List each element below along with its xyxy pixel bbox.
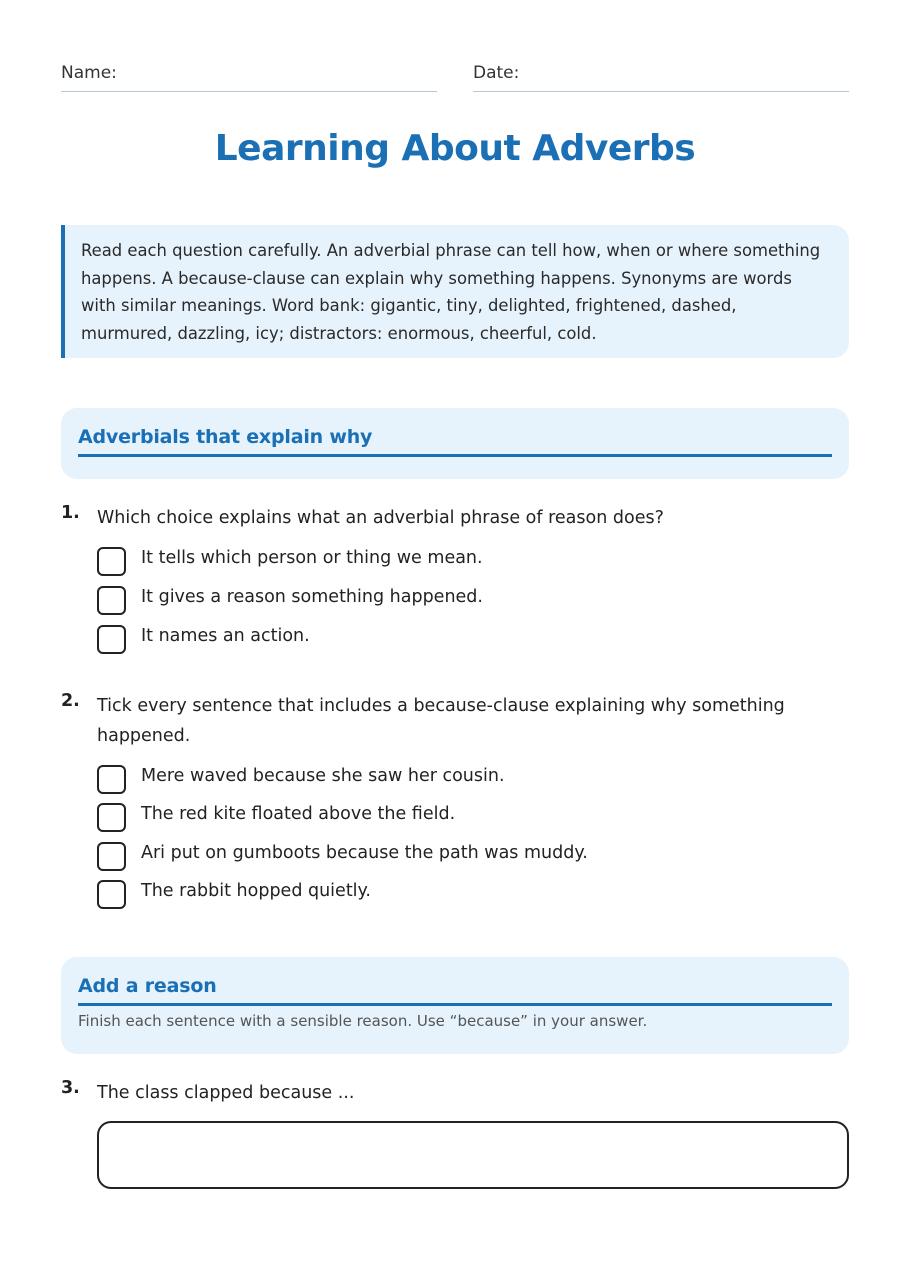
option-label: The rabbit hopped quietly.: [141, 881, 371, 901]
checkbox[interactable]: [97, 547, 126, 576]
checkbox[interactable]: [97, 880, 126, 909]
answer-box[interactable]: [97, 1121, 849, 1189]
option-label: Mere waved because she saw her cousin.: [141, 766, 505, 786]
option-label: It gives a reason something happened.: [141, 587, 483, 607]
option-label: It names an action.: [141, 626, 310, 646]
question-text: Which choice explains what an adverbial phrase of reason does?: [97, 508, 664, 528]
question-text: The class clapped because ...: [97, 1083, 355, 1103]
page-title: Learning About Adverbs: [214, 128, 696, 169]
question-number: 2.: [61, 691, 80, 711]
checkbox[interactable]: [97, 842, 126, 871]
option-label: Ari put on gumboots because the path was muddy.: [141, 843, 588, 863]
date-label: Date:: [473, 63, 520, 83]
option-label: It tells which person or thing we mean.: [141, 548, 483, 568]
question-number: 1.: [61, 503, 80, 523]
date-field[interactable]: [473, 62, 849, 92]
instructions-box: [61, 225, 849, 358]
section-header-why: [61, 408, 849, 479]
section-title: Add a reason: [78, 957, 832, 1006]
checkbox[interactable]: [97, 625, 126, 654]
instructions-text: Read each question carefully. An adverbial phrase can tell how, when or where something happens. A because-clause can explain why something happens. Synonyms are words with similar meanings. Word bank: gigantic, tiny, delighted, frightened, dashed, murmured, dazzling, icy; distractors: enormous, cheerful, cold.: [81, 241, 821, 343]
checkbox[interactable]: [97, 586, 126, 615]
section-header-reason: [61, 957, 849, 1054]
section-subtitle: Finish each sentence with a sensible reason. Use “because” in your answer.: [78, 1012, 648, 1030]
checkbox[interactable]: [97, 765, 126, 794]
question-number: 3.: [61, 1078, 80, 1098]
checkbox[interactable]: [97, 803, 126, 832]
name-field[interactable]: [61, 62, 437, 92]
question-text: Tick every sentence that includes a because-clause explaining why something happened.: [97, 696, 785, 746]
header-fields: [61, 62, 849, 92]
section-title: Adverbials that explain why: [78, 408, 832, 457]
name-label: Name:: [61, 63, 117, 83]
option-label: The red kite floated above the field.: [141, 804, 456, 824]
